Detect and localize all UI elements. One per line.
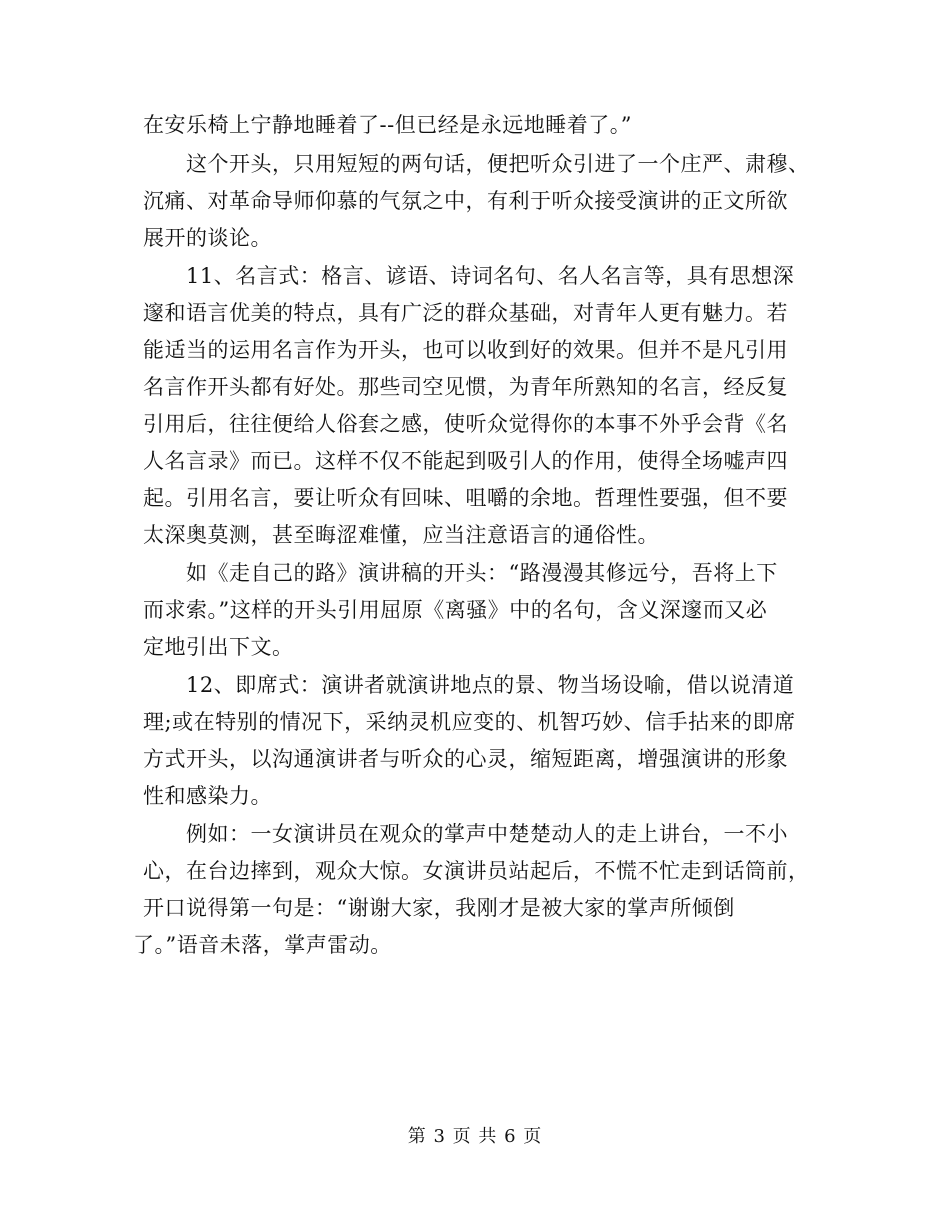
page-number-footer: 第 3 页 共 6 页 (407, 1126, 543, 1147)
text-line: 理;或在特别的情况下，采纳灵机应变的、机智巧妙、信手拈来的即席 (143, 710, 796, 734)
text-line: 这个开头，只用短短的两句话，便把听众引进了一个庄严、肃穆、 (186, 152, 810, 176)
text-line: 而求索。”这样的开头引用屈原《离骚》中的名句，含义深邃而又必 (143, 598, 768, 622)
text-line: 如《走自己的路》演讲稿的开头：“路漫漫其修远兮，吾将上下 (186, 561, 778, 585)
text-line: 在安乐椅上宁静地睡着了--但已经是永远地睡着了。” (143, 113, 632, 137)
text-line: 性和感染力。 (143, 784, 272, 808)
text-line: 开口说得第一句是：“谢谢大家，我刚才是被大家的掌声所倾倒 (143, 896, 735, 920)
text-line: 邃和语言优美的特点，具有广泛的群众基础，对青年人更有魅力。若 (143, 301, 788, 325)
text-line: 太深奥莫测，甚至晦涩难懂，应当注意语言的通俗性。 (143, 523, 659, 547)
text-line: 沉痛、对革命导师仰慕的气氛之中，有利于听众接受演讲的正文所欲 (143, 189, 788, 213)
text-line: 例如：一女演讲员在观众的掌声中楚楚动人的走上讲台，一不小 (186, 822, 788, 846)
text-line: 12、即席式：演讲者就演讲地点的景、物当场设喻，借以说清道 (186, 673, 795, 697)
text-line: 名言作开头都有好处。那些司空见惯，为青年所熟知的名言，经反复 (143, 375, 788, 399)
text-line: 11、名言式：格言、谚语、诗词名句、名人名言等，具有思想深 (186, 264, 795, 288)
text-line: 了。”语音未落，掌声雷动。 (133, 933, 392, 957)
text-line: 方式开头，以沟通演讲者与听众的心灵，缩短距离，增强演讲的形象 (143, 747, 788, 771)
text-line: 起。引用名言，要让听众有回味、咀嚼的余地。哲理性要强，但不要 (143, 486, 788, 510)
text-line: 心，在台边摔到，观众大惊。女演讲员站起后，不慌不忙走到话筒前， (143, 859, 810, 883)
text-line: 展开的谈论。 (143, 226, 272, 250)
text-line: 能适当的运用名言作为开头，也可以收到好的效果。但并不是凡引用 (143, 338, 788, 362)
text-line: 人名言录》而已。这样不仅不能起到吸引人的作用，使得全场嘘声四 (143, 449, 788, 473)
text-line: 定地引出下文。 (143, 635, 294, 659)
text-line: 引用后，往往便给人俗套之感，使听众觉得你的本事不外乎会背《名 (143, 412, 788, 436)
